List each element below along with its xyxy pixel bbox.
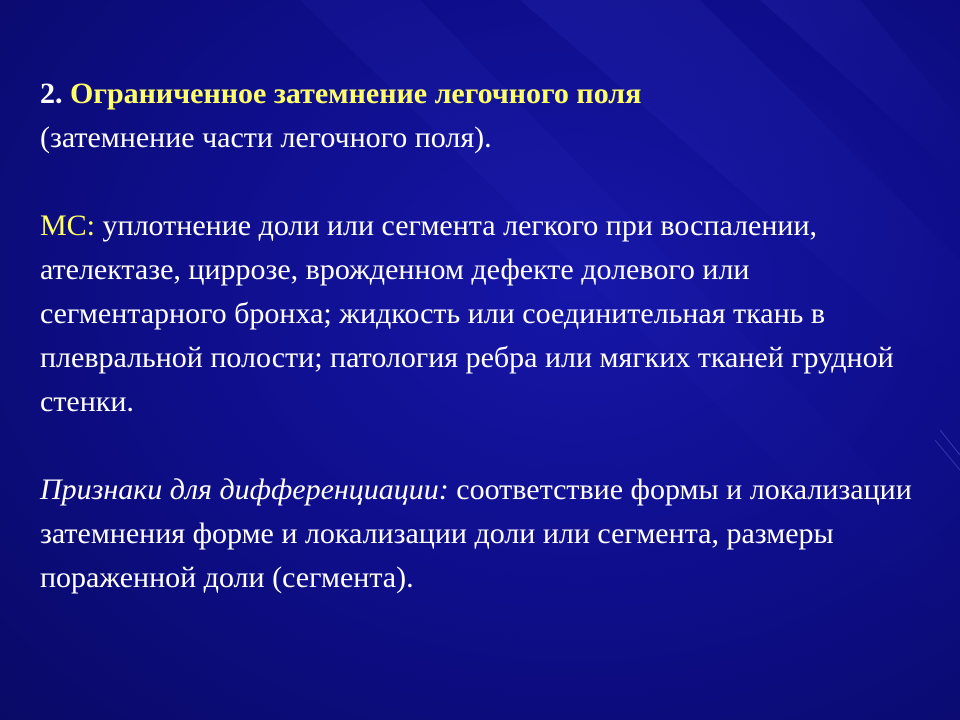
diff-text: соответствие формы и локализации затемнения форме и локализации доли или сегмента, размеры пораженной доли (сегмента). bbox=[40, 473, 912, 594]
heading-number: 2. bbox=[40, 77, 63, 110]
heading-subtitle: (затемнение части легочного поля). bbox=[40, 121, 492, 154]
mc-text: уплотнение доли или сегмента легкого при воспалении, ателектазе, циррозе, врожденном дефекте долевого или сегментарного бронха; жидкость или соединительная ткань в плевральной полости; патология ребра или мягких тканей грудной стенки. bbox=[40, 209, 894, 418]
heading-title: Ограниченное затемнение легочного поля bbox=[70, 77, 642, 110]
diff-label: Признаки для дифференциации: bbox=[40, 473, 449, 506]
slide-content bbox=[40, 72, 930, 644]
mc-paragraph bbox=[40, 204, 930, 424]
diff-paragraph bbox=[40, 468, 930, 600]
mc-label: МС: bbox=[40, 209, 96, 242]
heading-paragraph bbox=[40, 72, 930, 160]
